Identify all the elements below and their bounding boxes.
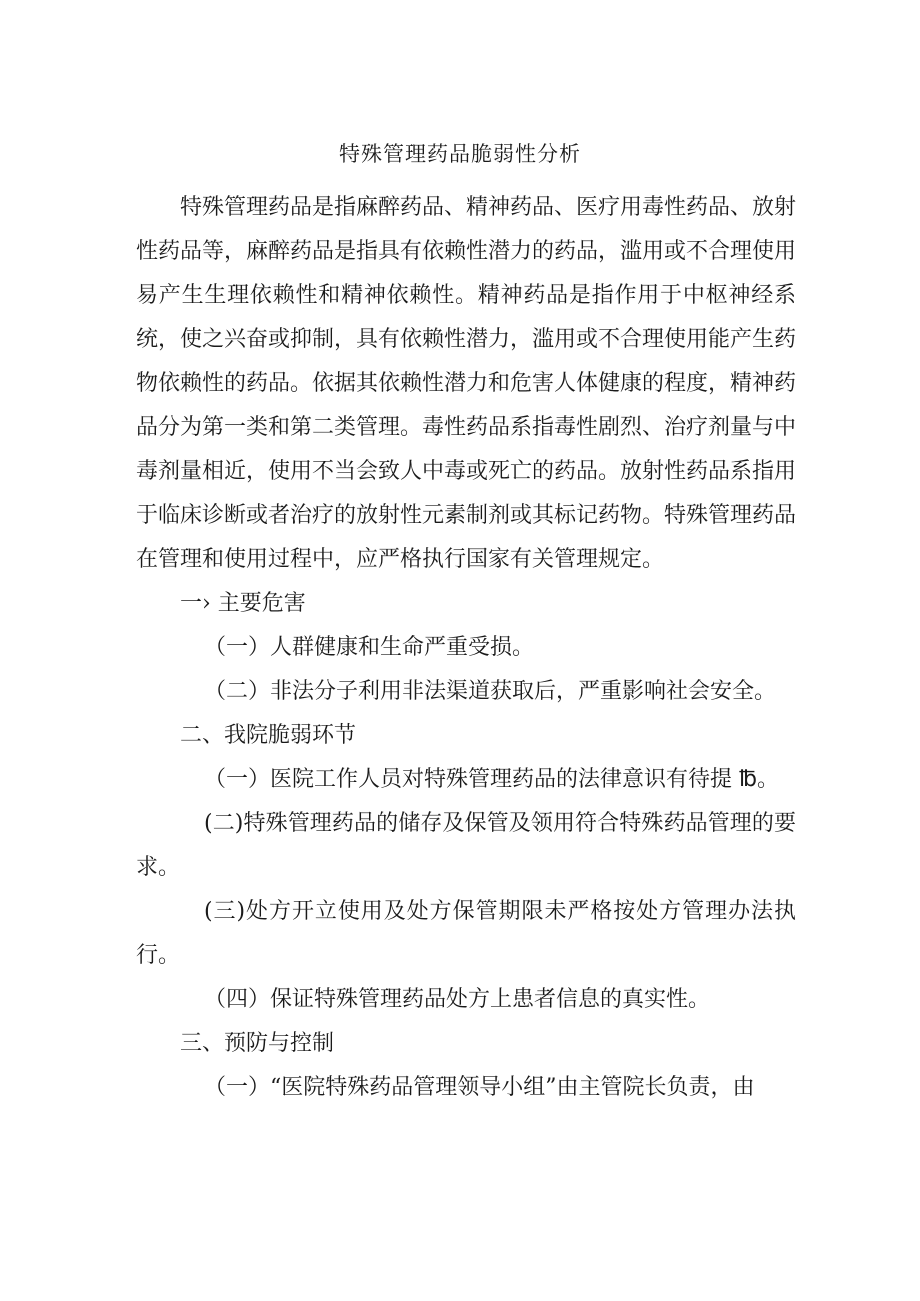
document-title: 特殊管理药品脆弱性分析	[339, 142, 581, 166]
document-body	[136, 186, 796, 1110]
intro-paragraph: 特殊管理药品是指麻醉药品、精神药品、医疗用毒性药品、放射性药品等，麻醉药品是指具有依赖性潜力的药品，滥用或不合理使用易产生生理依赖性和精神依赖性。精神药品是指作用于中枢神经系统，使之兴奋或抑制，具有依赖性潜力，滥用或不合理使用能产生药物依赖性的药品。依据其依赖性潜力和危害人体健康的程度，精神药品分为第一类和第二类管理。毒性药品系指毒性剧烈、治疗剂量与中毒剂量相近，使用不当会致人中毒或死亡的药品。放射性药品系指用于临床诊断或者治疗的放射性元素制剂或其标记药物。特殊管理药品在管理和使用过程中，应严格执行国家有关管理规定。	[136, 195, 797, 572]
section-1-heading: 一› 主要危害	[180, 591, 306, 616]
section-2-item-2: (二)特殊管理药品的储存及保管及领用符合特殊药品管理的要求。	[136, 811, 796, 880]
section-1-item-2: （二）非法分子利用非法渠道获取后，严重影响社会安全。	[204, 679, 777, 704]
section-2-heading: 二、我院脆弱环节	[180, 723, 357, 748]
section-1-item-1: （一）人群健康和生命严重受损。	[204, 635, 535, 660]
section-2-item-3: (三)处方开立使用及处方保管期限未严格按处方管理办法执行。	[136, 899, 796, 968]
section-2-item-4: （四）保证特殊管理药品处方上患者信息的真实性。	[204, 987, 711, 1012]
section-3-item-1: （一）“医院特殊药品管理领导小组”由主管院长负责，由	[204, 1075, 755, 1100]
section-2-item-1: （一）医院工作人员对特殊管理药品的法律意识有待提 ℔。	[204, 767, 779, 792]
section-3-heading: 三、预防与控制	[180, 1031, 335, 1056]
